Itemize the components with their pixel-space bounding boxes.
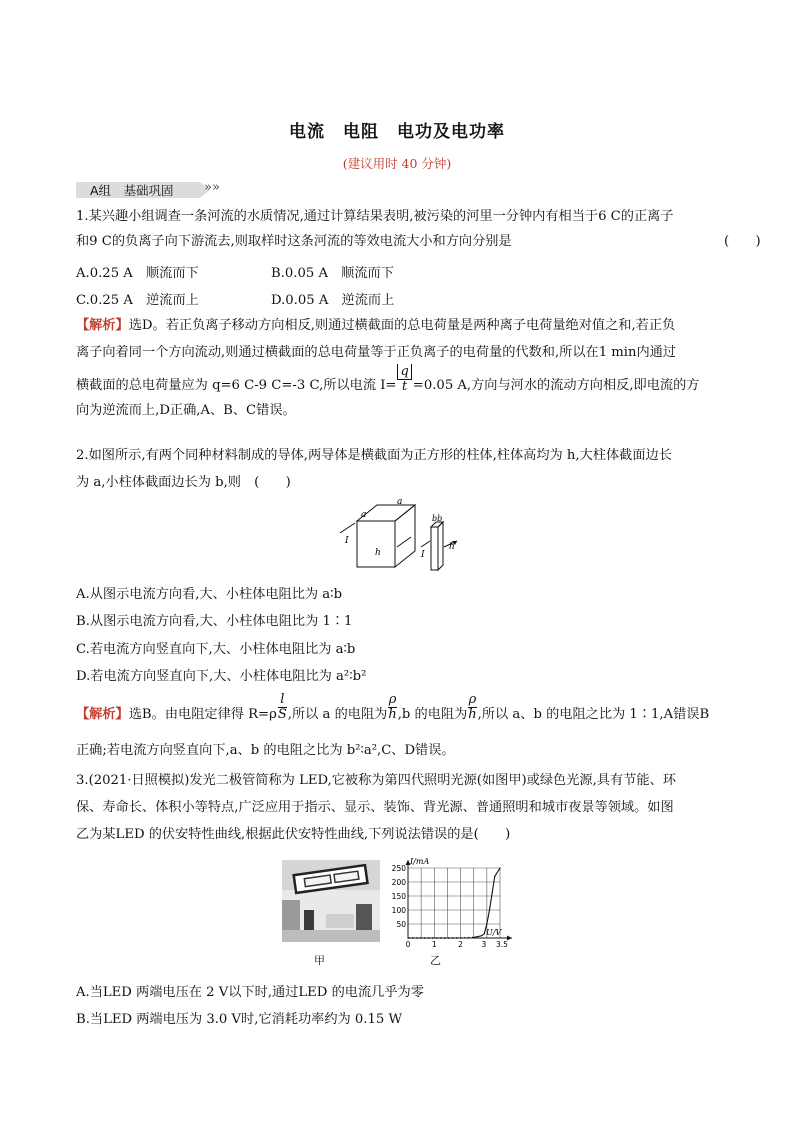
series-0-point-3: [473, 937, 474, 938]
q2-analysis-line2: 正确;若电流方向竖直向下,a、b 的电阻之比为 b²∶a²,C、D错误。: [76, 743, 455, 758]
group-label: A组 基础巩固: [90, 183, 174, 198]
q1-analysis-line3: [76, 363, 700, 395]
series-0-point-0: [407, 937, 408, 938]
series-0-point-5: [484, 933, 485, 934]
small-prism-side: [438, 522, 443, 570]
q1-analysis-line2: 离子向着同一个方向流动,则通过横截面的总电荷量等于正负离子的电荷量的代数和,所以在1 min内通过: [76, 345, 677, 360]
series-0-point-8: [492, 893, 493, 894]
q1-analysis-tag: 【解析】: [76, 318, 129, 333]
q2-f2-num: ρ: [388, 692, 397, 707]
y-tick-label-3: 200: [391, 878, 406, 887]
x-tick-label-0: 0: [405, 940, 411, 949]
q1-answer-bracket: ( ): [724, 234, 761, 249]
q2-analysis-b: ,所以 a 的电阻为: [287, 707, 388, 722]
x-tick-label-4: 3.5: [496, 940, 508, 949]
q1-option-c: C.0.25 A 逆流而上: [76, 293, 199, 308]
big-current-arrow-out: [397, 537, 411, 547]
q2-analysis-tag: 【解析】: [76, 707, 129, 722]
x-tick-label-1: 1: [431, 940, 437, 949]
series-0-point-2: [460, 937, 461, 938]
series-0-point-1: [434, 937, 435, 938]
q2-fraction-3: [468, 693, 476, 722]
series-0-point-10: [499, 867, 500, 868]
y-tick-label-2: 150: [391, 892, 406, 901]
big-label-a2: a: [397, 497, 403, 507]
caption-yi: 乙: [430, 954, 441, 967]
page-title: 电流 电阻 电功及电功率: [289, 122, 505, 142]
q2-analysis-d: ,所以 a、b 的电阻之比为 1∶1,A错误B: [477, 707, 710, 722]
led-ceiling-photo: [282, 860, 380, 942]
q1-frac-num: q: [397, 364, 411, 379]
q2-analysis-c: ,b 的电阻为: [397, 707, 468, 722]
big-label-i: I: [345, 536, 349, 546]
q3-stem-line2: 保、寿命长、体积小等特点,广泛应用于指示、显示、装饰、背光源、普通照明和城市夜景等领域。如图: [76, 800, 674, 815]
q2-stem-line1: 2.如图所示,有两个同种材料制成的导体,两导体是横截面为正方形的柱体,柱体高均为 h,大柱体截面边长: [76, 448, 672, 463]
photo-furniture: [326, 914, 354, 928]
series-0-point-4: [481, 935, 482, 936]
small-label-h: h: [449, 542, 455, 552]
q2-analysis-a: 选B。由电阻定律得 R=ρ: [128, 707, 277, 722]
q2-f3-num: ρ: [468, 692, 477, 707]
series-0-point-7: [489, 909, 490, 910]
small-prism-front: [431, 527, 438, 570]
x-tick-label-3: 3: [481, 940, 487, 949]
small-label-bb: bb: [432, 514, 443, 523]
caption-jia: 甲: [314, 954, 325, 967]
photo-floor: [282, 930, 380, 942]
q2-f1-den: S: [277, 707, 287, 722]
q2-conductor-figure: [335, 497, 470, 575]
q1-analysis-text3a: 横截面的总电荷量应为 q=6 C-9 C=-3 C,所以电流 I=: [76, 378, 397, 393]
q3-option-a: A.当LED 两端电压在 2 V以下时,通过LED 的电流几乎为零: [76, 985, 424, 1000]
group-arrows: »»: [204, 180, 220, 195]
y-axis-label: I/mA: [410, 857, 430, 866]
q2-f3-den: h: [468, 707, 477, 722]
q1-option-d: D.0.05 A 逆流而上: [271, 293, 395, 308]
big-cube-side: [395, 505, 415, 567]
q2-fraction-2: [388, 693, 396, 722]
big-cube-front: [357, 521, 395, 567]
big-label-a1: a: [361, 510, 367, 520]
x-axis-label: U/V: [486, 928, 502, 937]
y-tick-label-0: 50: [396, 920, 406, 929]
q1-analysis-line1: [76, 317, 675, 335]
q1-analysis-text1: 选D。若正负离子移动方向相反,则通过横截面的总电荷量是两种离子电荷量绝对值之和,若正负: [128, 318, 676, 333]
q2-option-c: C.若电流方向竖直向下,大、小柱体电阻比为 a∶b: [76, 642, 356, 657]
q2-f2-den: h: [388, 707, 397, 722]
small-current-arrow-in: [421, 541, 430, 547]
time-hint: (建议用时 40 分钟): [342, 156, 452, 171]
q2-fraction-1: [278, 693, 287, 722]
big-label-h: h: [375, 548, 381, 558]
q3-option-b: B.当LED 两端电压为 3.0 V时,它消耗功率约为 0.15 W: [76, 1012, 403, 1027]
q1-analysis-text3b: =0.05 A,方向与河水的流动方向相反,即电流的方: [412, 378, 700, 393]
q1-analysis-line4: 向为逆流而上,D正确,A、B、C错误。: [76, 403, 296, 418]
group-badge: [76, 181, 226, 199]
q2-option-a: A.从图示电流方向看,大、小柱体电阻比为 a∶b: [76, 587, 343, 602]
q2-option-d: D.若电流方向竖直向下,大、小柱体电阻比为 a²∶b²: [76, 669, 367, 684]
q3-stem-line1: 3.(2021·日照模拟)发光二极管简称为 LED,它被称为第四代照明光源(如图甲)或绿色光源,具有节能、环: [76, 773, 676, 788]
series-0-point-9: [494, 876, 495, 877]
q2-f1-num: l: [280, 692, 285, 707]
series-0-point-6: [486, 923, 487, 924]
led-iv-chart: [386, 856, 522, 950]
y-tick-label-1: 100: [391, 906, 406, 915]
small-label-i: I: [421, 550, 425, 560]
q1-fraction: [397, 365, 411, 394]
q2-stem-line2: 为 a,小柱体截面边长为 b,则 ( ): [76, 475, 291, 490]
q1-option-b: B.0.05 A 顺流而下: [271, 266, 394, 281]
q1-frac-den: t: [397, 379, 411, 394]
q2-option-b: B.从图示电流方向看,大、小柱体电阻比为 1∶1: [76, 614, 353, 629]
q3-stem-line3: 乙为某LED 的伏安特性曲线,根据此伏安特性曲线,下列说法错误的是( ): [76, 827, 511, 842]
q2-analysis-line1: [76, 692, 710, 724]
x-tick-label-2: 2: [458, 940, 463, 949]
big-current-arrow-in: [340, 523, 355, 533]
q1-stem-line1: 1.某兴趣小组调查一条河流的水质情况,通过计算结果表明,被污染的河里一分钟内有相当于6 C的正离子: [76, 209, 674, 224]
q1-option-a: A.0.25 A 顺流而下: [76, 266, 199, 281]
q1-stem-line2: 和9 C的负离子向下游流去,则取样时这条河流的等效电流大小和方向分别是: [76, 234, 512, 249]
y-tick-label-4: 250: [391, 864, 406, 873]
